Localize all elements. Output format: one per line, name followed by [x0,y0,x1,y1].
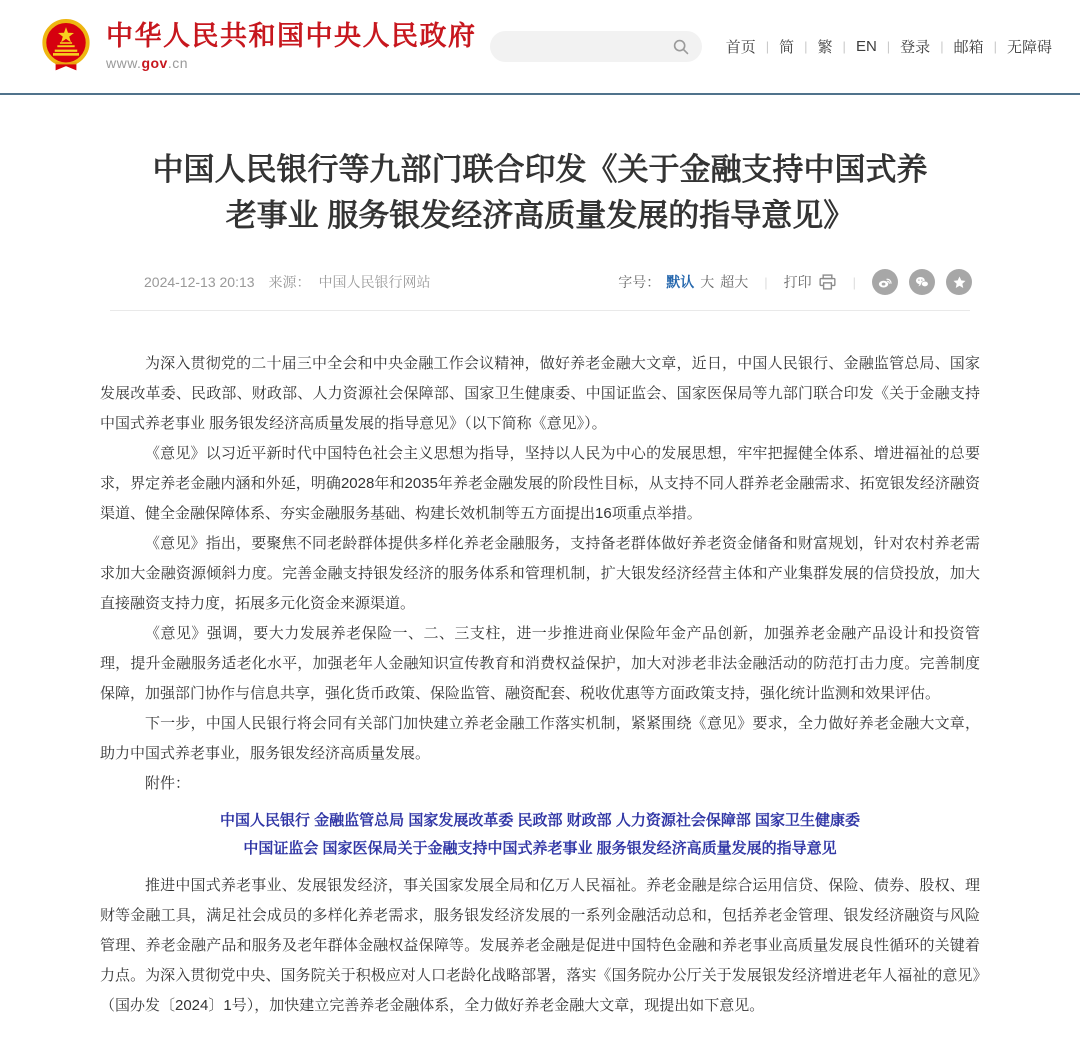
print-label: 打印 [783,274,812,290]
source-name: 中国人民银行网站 [318,274,431,290]
top-nav [726,36,1052,57]
paragraph: 《意见》指出，要聚焦不同老龄群体提供多样化养老金融服务，支持备老群体做好养老资金储备和财富规划，针对农村养老需求加大金融资源倾斜力度。完善金融支持银发经济的服务体系和管理机制，扩大银发经济经营主体和产业集群发展的信贷投放，加大直接融资支持力度，拓展多元化资金来源渠道。 [100,535,980,612]
meta-separator: | [764,274,768,290]
attachment-document-link[interactable] [100,807,980,863]
font-size-default-button[interactable]: 默认 [666,274,695,290]
paragraph: 为深入贯彻党的二十届三中全会和中央金融工作会议精神，做好养老金融大文章，近日，中国人民银行、金融监管总局、国家发展改革委、民政部、财政部、人力资源社会保障部、国家卫生健康委、中国证监会、国家医保局等九部门联合印发《关于金融支持中国式养老事业 服务银发经济高质量发展的指导意见》（以下简称《意见》）。 [100,355,980,432]
national-emblem-icon [40,18,92,76]
nav-login-link[interactable]: | 登录 [900,39,931,56]
search-input[interactable] [502,38,672,56]
favorite-star-icon[interactable] [946,269,972,295]
share-buttons [872,269,972,295]
site-url-cn: .cn [167,54,189,71]
article-title: 中国人民银行等九部门联合印发《关于金融支持中国式养老事业 服务银发经济高质量发展的指导意见》 [152,152,928,233]
wechat-icon[interactable] [909,269,935,295]
search-box [490,31,702,62]
paragraph: 下一步，中国人民银行将会同有关部门加快建立养老金融工作落实机制，紧紧围绕《意见》要求，全力做好养老金融大文章，助力中国式养老事业，服务银发经济高质量发展。 [100,715,980,762]
print-button[interactable] [784,272,837,292]
font-size-xlarge-button[interactable]: 超大 [720,274,749,290]
site-url-gov: gov [141,54,168,71]
attachment-link-line: 中国证监会 国家医保局关于金融支持中国式养老事业 服务银发经济高质量发展的指导意见 [243,840,837,857]
nav-english-link[interactable]: | EN [855,38,877,55]
font-size-large-button[interactable]: 大 [700,274,715,290]
search-icon[interactable] [672,38,690,56]
source-label: 来源： [268,274,311,290]
article-meta-bar [100,269,980,295]
printer-icon [818,273,837,291]
nav-accessibility-link[interactable]: | 无障碍 [1006,39,1052,56]
attachment-label: 附件： [145,775,191,792]
site-logo[interactable] [40,18,477,76]
nav-home-link[interactable]: 首页 [725,39,756,56]
publish-date: 2024-12-13 20:13 [144,274,255,290]
paragraph: 推进中国式养老事业、发展银发经济，事关国家发展全局和亿万人民福祉。养老金融是综合运用信贷、保险、债券、股权、理财等金融工具，满足社会成员的多样化养老需求，服务银发经济发展的一系列金融活动总和，包括养老金管理、银发经济融资与风险管理、养老金融产品和服务及老年群体金融权益保障等。发展养老金融是促进中国特色金融和养老事业高质量发展良性循环的关键着力点。为深入贯彻党中央、国务院关于积极应对人口老龄化战略部署，落实《国务院办公厅关于发展银发经济增进老年人福祉的意见》（国办发〔2024〕1号），加快建立完善养老金融体系，全力做好养老金融大文章，现提出如下意见。 [100,877,980,1014]
article-body [100,349,980,1051]
article-page [100,147,980,1051]
meta-divider [110,310,970,311]
site-name: 中华人民共和国中央人民政府 [106,21,477,52]
attachment-link-line: 中国人民银行 金融监管总局 国家发展改革委 民政部 财政部 人力资源社会保障部 国家卫生健康委 [219,812,860,829]
meta-separator: | [852,274,856,290]
nav-mail-link[interactable]: | 邮箱 [953,39,984,56]
nav-simplified-link[interactable]: | 简 [779,39,795,56]
paragraph: 《意见》以习近平新时代中国特色社会主义思想为指导，坚持以人民为中心的发展思想，牢牢把握健全体系、增进福祉的总要求，界定养老金融内涵和外延，明确2028年和2035年养老金融发展的阶段性目标，从支持不同人群养老金融需求、拓宽银发经济融资渠道、健全金融保障体系、夯实金融服务基础、构建长效机制等五方面提出16项重点举措。 [100,445,980,522]
site-header [0,0,1080,95]
font-size-label: 字号： [618,274,661,290]
nav-traditional-link[interactable]: | 繁 [817,39,833,56]
paragraph: 《意见》强调，要大力发展养老保险一、二、三支柱，进一步推进商业保险年金产品创新，加强养老金融产品设计和投资管理，提升金融服务适老化水平，加强老年人金融知识宣传教育和消费权益保护，加大对涉老非法金融活动的防范打击力度。完善制度保障，加强部门协作与信息共享，强化货币政策、保险监管、融资配套、税收优惠等方面政策支持，强化统计监测和效果评估。 [100,625,980,702]
site-url [106,55,477,71]
site-url-www: www. [106,54,142,71]
weibo-icon[interactable] [872,269,898,295]
